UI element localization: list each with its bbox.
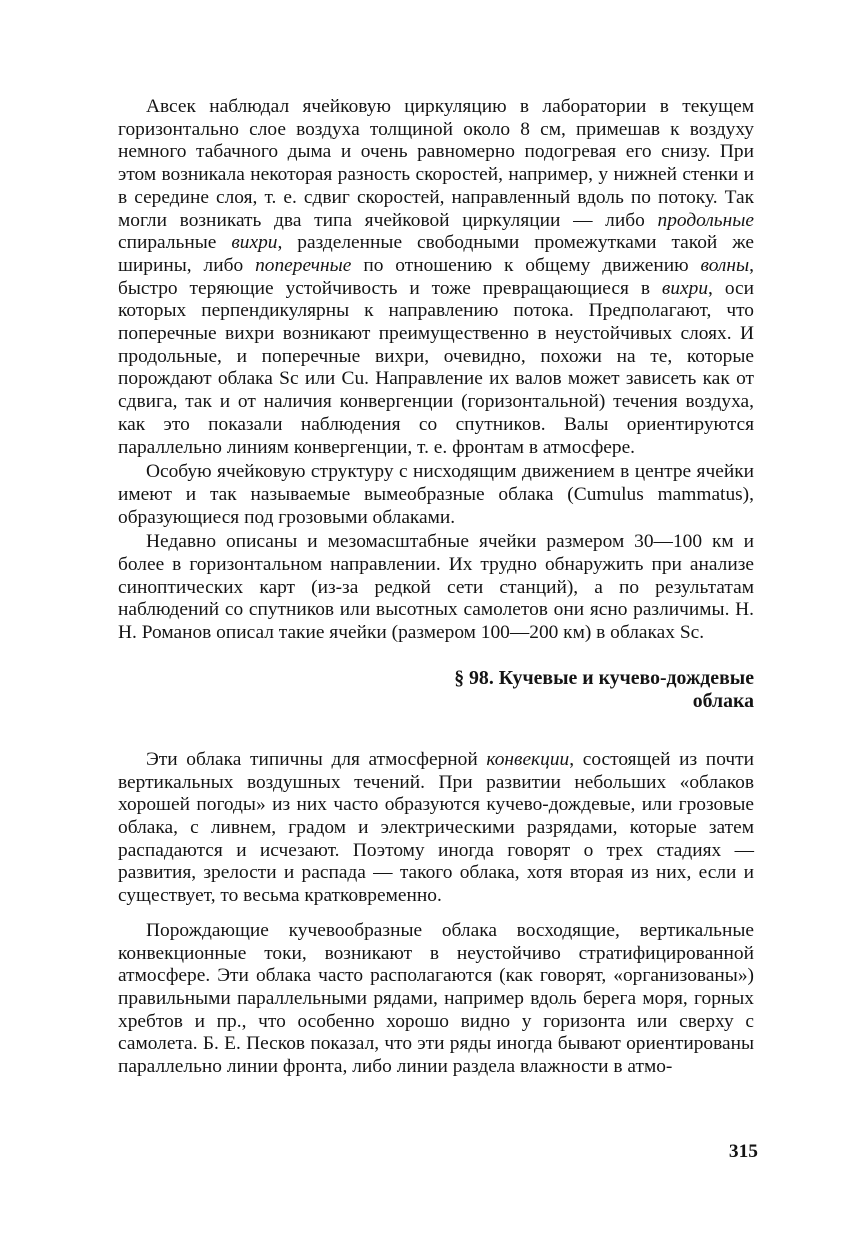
paragraph-avsek: Авсек наблюдал ячейковую циркуляцию в лаборатории в текущем горизонтально слое воздуха толщиной около 8 см, примешав к воздуху немного табачного дыма и очень равномерно подогревая его снизу. При этом возникала некоторая разность скоростей, например, у нижней стенки и в середине слоя, т. е. сдвиг скоростей, направленный вдоль по потоку. Так могли возникать два типа ячейковой циркуляции — либо продольные спиральные вихри, разделенные свободными промежутками такой же ширины, либо поперечные по отношению к общему движению волны, быстро теряющие устойчивость и тоже превращающиеся в вихри, оси которых перпендикулярны к направлению потока. Предполагают, что поперечные вихри возникают преимущественно в неустойчивых слоях. И продольные, и поперечные вихри, очевидно, похожи на те, которые порождают облака Sc или Cu. Направление их валов может зависеть как от сдвига, так и от наличия конвергенции (горизонтальной) течения воздуха, как это показали наблюдения со спутников. Валы ориентируются параллельно линиям конвергенции, т. е. фронтам в атмосфере. (118, 96, 754, 458)
section-heading (118, 667, 754, 713)
paragraph-mammatus: Особую ячейковую структуру с нисходящим движением в центре ячейки имеют и так называемые вымеобразные облака (Cumulus mammatus), образующиеся под грозовыми облаками. (118, 461, 754, 528)
page-number: 315 (728, 1141, 758, 1162)
paragraph-mesoscale-cells: Недавно описаны и мезомасштабные ячейки размером 30—100 км и более в горизонтальном направлении. Их трудно обнаружить при анализе синоптических карт (из-за редкой сети станций), а по результатам наблюдений со спутников или высотных самолетов они ясно различимы. Н. Н. Романов описал такие ячейки (размером 100—200 км) в облаках Sc. (118, 531, 754, 644)
paragraph-convection: Эти облака типичны для атмосферной конвекции, состоящей из почти вертикальных воздушных течений. При развитии небольших «облаков хорошей погоды» из них часто образуются кучево-дождевые, или грозовые облака, с ливнем, градом и электрическими разрядами, которые затем распадаются и исчезают. Поэтому иногда говорят о трех стадиях — развития, зрелости и распада — такого облака, хотя вторая из них, если и существует, то весьма кратковременно. (118, 748, 754, 907)
paragraph-cumulus-rows: Порождающие кучевообразные облака восходящие, вертикальные конвекционные токи, возникают в неустойчиво стратифицированной атмосфере. Эти облака часто располагаются (как говорят, «организованы») правильными параллельными рядами, например вдоль берега моря, горных хребтов и пр., что особенно хорошо видно у горизонта или сверху с самолета. Б. Е. Песков показал, что эти ряды иногда бывают ориентированы параллельно линии фронта, либо линии раздела влажности в атмо- (118, 919, 754, 1078)
section-heading-line2: облака (692, 689, 754, 712)
section-heading-line1: § 98. Кучевые и кучево-дождевые (454, 666, 754, 689)
